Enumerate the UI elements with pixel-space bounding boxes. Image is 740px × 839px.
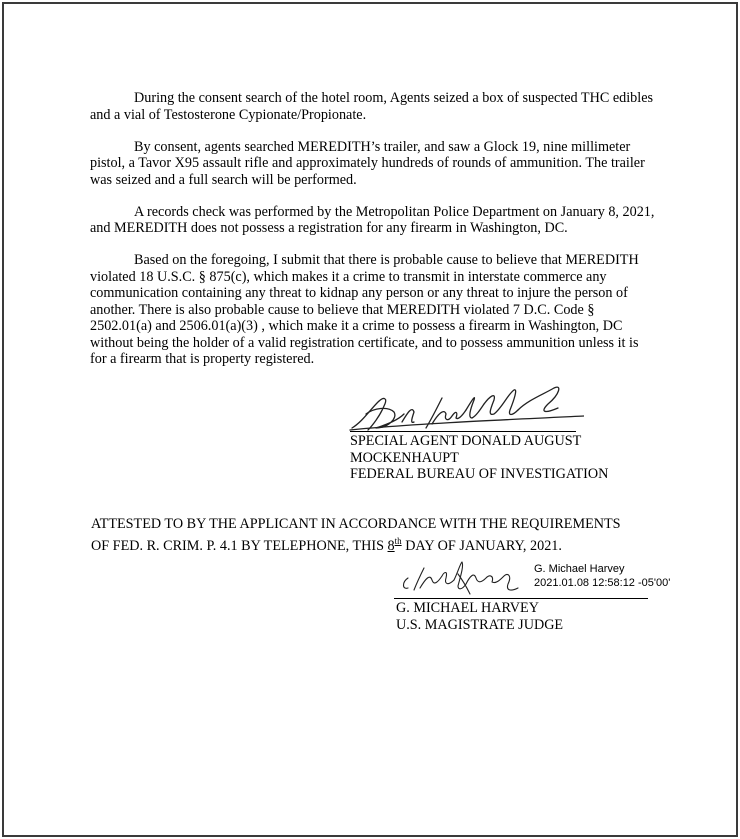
affidavit-body bbox=[90, 90, 656, 383]
agent-title-line: SPECIAL AGENT DONALD AUGUST bbox=[350, 433, 582, 449]
document-page bbox=[2, 2, 738, 837]
paragraph-hotel-search: During the consent search of the hotel room, Agents seized a box of suspected THC edibles and a vial of Testosterone Cypionate/Propionate. bbox=[90, 90, 654, 123]
judge-name: G. MICHAEL HARVEY bbox=[396, 600, 539, 616]
attestation-suffix: DAY OF JANUARY, 2021. bbox=[401, 537, 562, 554]
agent-agency-line: FEDERAL BUREAU OF INVESTIGATION bbox=[350, 466, 609, 482]
agent-name-block bbox=[350, 433, 608, 483]
attestation-day-suffix: th bbox=[394, 535, 402, 546]
digital-signature-timestamp: 2021.01.08 12:58:12 -05'00' bbox=[534, 577, 671, 589]
attestation-day: 8 bbox=[387, 537, 395, 554]
digital-signer-name: G. Michael Harvey bbox=[534, 563, 625, 575]
paragraph-trailer-search: By consent, agents searched MEREDITH’s trailer, and saw a Glock 19, nine millimeter pistol, a Tavor X95 assault rifle and approximately hundreds of rounds of ammunition. The trailer was seized and a full search will be performed. bbox=[90, 138, 645, 188]
judge-name-block bbox=[396, 600, 563, 633]
attestation-line-2 bbox=[91, 533, 671, 555]
judge-signature-line bbox=[394, 598, 648, 599]
judge-title: U.S. MAGISTRATE JUDGE bbox=[396, 616, 564, 633]
attestation-prefix: OF FED. R. CRIM. P. 4.1 BY TELEPHONE, THIS bbox=[91, 537, 388, 554]
agent-handwritten-signature bbox=[348, 384, 584, 432]
judge-handwritten-signature bbox=[396, 560, 526, 596]
agent-surname-line: MOCKENHAUPT bbox=[350, 449, 459, 466]
paragraph-probable-cause: Based on the foregoing, I submit that there is probable cause to believe that MEREDITH violated 18 U.S.C. § 875(c), which makes it a crime to transmit in interstate commerce any communication containing any threat to kidnap any person or any threat to injure the person of another. There is also probable cause to believe that MEREDITH violated 7 D.C. Code § 2502.01(a) and 2506.01(a)(3) , which make it a crime to possess a firearm in Washington, DC without being the holder of a valid registration certificate, and to possess ammunition unless it is for a firearm that is property registered. bbox=[90, 252, 639, 367]
digital-signature-stamp bbox=[534, 562, 670, 590]
attestation-block bbox=[91, 516, 671, 554]
agent-signature-line bbox=[350, 431, 576, 432]
attestation-line-1: ATTESTED TO BY THE APPLICANT IN ACCORDANCE WITH THE REQUIREMENTS bbox=[91, 516, 621, 532]
paragraph-records-check: A records check was performed by the Metropolitan Police Department on January 8, 2021, and MEREDITH does not possess a registration for any firearm in Washington, DC. bbox=[90, 203, 655, 236]
